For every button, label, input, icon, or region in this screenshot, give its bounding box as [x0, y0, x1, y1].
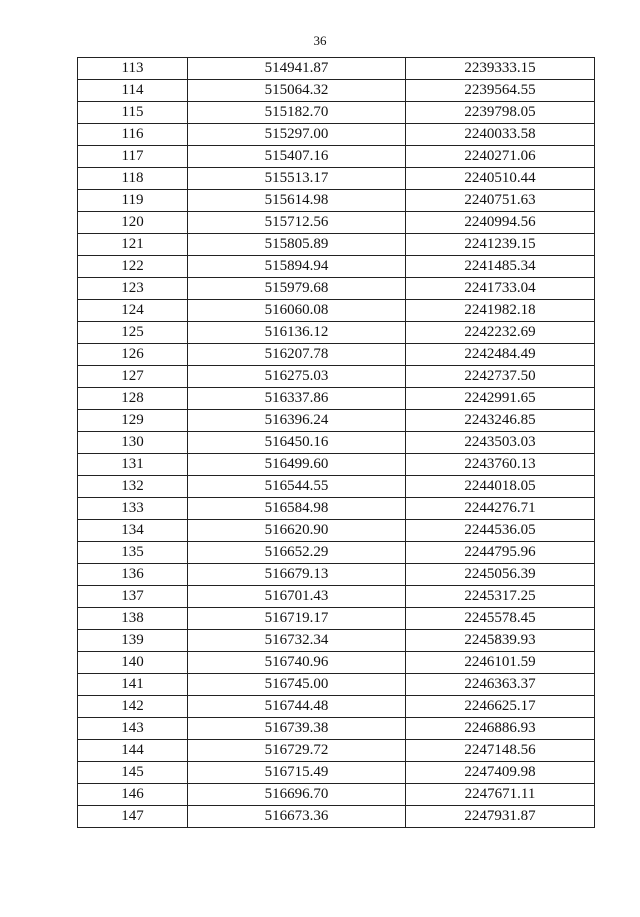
y-coordinate-cell: 2241733.04	[406, 278, 595, 300]
point-number-cell: 133	[78, 498, 188, 520]
table-row	[78, 806, 595, 828]
x-coordinate-cell: 516207.78	[188, 344, 406, 366]
y-coordinate-cell: 2245317.25	[406, 586, 595, 608]
y-coordinate-cell: 2243503.03	[406, 432, 595, 454]
point-number-cell: 113	[78, 58, 188, 80]
x-coordinate-cell: 516450.16	[188, 432, 406, 454]
table-row	[78, 696, 595, 718]
x-coordinate-cell: 516715.49	[188, 762, 406, 784]
x-coordinate-cell: 516499.60	[188, 454, 406, 476]
y-coordinate-cell: 2240271.06	[406, 146, 595, 168]
y-coordinate-cell: 2241239.15	[406, 234, 595, 256]
x-coordinate-cell: 515182.70	[188, 102, 406, 124]
point-number-cell: 125	[78, 322, 188, 344]
table-row	[78, 58, 595, 80]
y-coordinate-cell: 2240033.58	[406, 124, 595, 146]
table-row	[78, 674, 595, 696]
table-row	[78, 278, 595, 300]
x-coordinate-cell: 516701.43	[188, 586, 406, 608]
x-coordinate-cell: 516620.90	[188, 520, 406, 542]
x-coordinate-cell: 516275.03	[188, 366, 406, 388]
y-coordinate-cell: 2247148.56	[406, 740, 595, 762]
x-coordinate-cell: 516745.00	[188, 674, 406, 696]
x-coordinate-cell: 515064.32	[188, 80, 406, 102]
point-number-cell: 120	[78, 212, 188, 234]
x-coordinate-cell: 516744.48	[188, 696, 406, 718]
y-coordinate-cell: 2243760.13	[406, 454, 595, 476]
y-coordinate-cell: 2240751.63	[406, 190, 595, 212]
x-coordinate-cell: 516544.55	[188, 476, 406, 498]
table-row	[78, 652, 595, 674]
table-row	[78, 520, 595, 542]
x-coordinate-cell: 515894.94	[188, 256, 406, 278]
table-body	[78, 58, 595, 828]
x-coordinate-cell: 516696.70	[188, 784, 406, 806]
point-number-cell: 129	[78, 410, 188, 432]
table-row	[78, 146, 595, 168]
y-coordinate-cell: 2247409.98	[406, 762, 595, 784]
point-number-cell: 116	[78, 124, 188, 146]
point-number-cell: 127	[78, 366, 188, 388]
point-number-cell: 141	[78, 674, 188, 696]
table-row	[78, 212, 595, 234]
x-coordinate-cell: 515805.89	[188, 234, 406, 256]
x-coordinate-cell: 515513.17	[188, 168, 406, 190]
table-row	[78, 542, 595, 564]
point-number-cell: 138	[78, 608, 188, 630]
y-coordinate-cell: 2245839.93	[406, 630, 595, 652]
table-row	[78, 168, 595, 190]
point-number-cell: 135	[78, 542, 188, 564]
x-coordinate-cell: 516584.98	[188, 498, 406, 520]
table-row	[78, 762, 595, 784]
x-coordinate-cell: 515712.56	[188, 212, 406, 234]
y-coordinate-cell: 2242737.50	[406, 366, 595, 388]
table-row	[78, 344, 595, 366]
point-number-cell: 123	[78, 278, 188, 300]
point-number-cell: 118	[78, 168, 188, 190]
y-coordinate-cell: 2244536.05	[406, 520, 595, 542]
point-number-cell: 137	[78, 586, 188, 608]
x-coordinate-cell: 515297.00	[188, 124, 406, 146]
x-coordinate-cell: 515979.68	[188, 278, 406, 300]
table-row	[78, 256, 595, 278]
table-row	[78, 366, 595, 388]
x-coordinate-cell: 516673.36	[188, 806, 406, 828]
table-row	[78, 564, 595, 586]
y-coordinate-cell: 2243246.85	[406, 410, 595, 432]
x-coordinate-cell: 516652.29	[188, 542, 406, 564]
y-coordinate-cell: 2240994.56	[406, 212, 595, 234]
point-number-cell: 115	[78, 102, 188, 124]
point-number-cell: 145	[78, 762, 188, 784]
table-row	[78, 476, 595, 498]
x-coordinate-cell: 514941.87	[188, 58, 406, 80]
point-number-cell: 142	[78, 696, 188, 718]
y-coordinate-cell: 2239564.55	[406, 80, 595, 102]
y-coordinate-cell: 2244276.71	[406, 498, 595, 520]
y-coordinate-cell: 2247671.11	[406, 784, 595, 806]
y-coordinate-cell: 2241982.18	[406, 300, 595, 322]
table-row	[78, 718, 595, 740]
y-coordinate-cell: 2246101.59	[406, 652, 595, 674]
y-coordinate-cell: 2244795.96	[406, 542, 595, 564]
point-number-cell: 144	[78, 740, 188, 762]
x-coordinate-cell: 516060.08	[188, 300, 406, 322]
y-coordinate-cell: 2245056.39	[406, 564, 595, 586]
table-row	[78, 410, 595, 432]
x-coordinate-cell: 516729.72	[188, 740, 406, 762]
point-number-cell: 134	[78, 520, 188, 542]
table-row	[78, 784, 595, 806]
point-number-cell: 143	[78, 718, 188, 740]
x-coordinate-cell: 516732.34	[188, 630, 406, 652]
y-coordinate-cell: 2245578.45	[406, 608, 595, 630]
point-number-cell: 117	[78, 146, 188, 168]
y-coordinate-cell: 2242484.49	[406, 344, 595, 366]
y-coordinate-cell: 2246886.93	[406, 718, 595, 740]
table-row	[78, 630, 595, 652]
table-row	[78, 432, 595, 454]
y-coordinate-cell: 2240510.44	[406, 168, 595, 190]
y-coordinate-cell: 2241485.34	[406, 256, 595, 278]
point-number-cell: 128	[78, 388, 188, 410]
x-coordinate-cell: 516739.38	[188, 718, 406, 740]
point-number-cell: 140	[78, 652, 188, 674]
point-number-cell: 132	[78, 476, 188, 498]
point-number-cell: 121	[78, 234, 188, 256]
x-coordinate-cell: 516740.96	[188, 652, 406, 674]
x-coordinate-cell: 515407.16	[188, 146, 406, 168]
table-row	[78, 608, 595, 630]
y-coordinate-cell: 2242232.69	[406, 322, 595, 344]
table-row	[78, 124, 595, 146]
table-row	[78, 102, 595, 124]
table-row	[78, 190, 595, 212]
point-number-cell: 147	[78, 806, 188, 828]
point-number-cell: 146	[78, 784, 188, 806]
x-coordinate-cell: 516679.13	[188, 564, 406, 586]
y-coordinate-cell: 2246363.37	[406, 674, 595, 696]
page-number: 36	[313, 33, 327, 48]
point-number-cell: 139	[78, 630, 188, 652]
y-coordinate-cell: 2239798.05	[406, 102, 595, 124]
x-coordinate-cell: 516136.12	[188, 322, 406, 344]
y-coordinate-cell: 2246625.17	[406, 696, 595, 718]
x-coordinate-cell: 516337.86	[188, 388, 406, 410]
table-row	[78, 740, 595, 762]
table-row	[78, 80, 595, 102]
table-row	[78, 388, 595, 410]
point-number-cell: 119	[78, 190, 188, 212]
y-coordinate-cell: 2242991.65	[406, 388, 595, 410]
point-number-cell: 122	[78, 256, 188, 278]
point-number-cell: 126	[78, 344, 188, 366]
point-number-cell: 136	[78, 564, 188, 586]
point-number-cell: 130	[78, 432, 188, 454]
y-coordinate-cell: 2247931.87	[406, 806, 595, 828]
point-number-cell: 131	[78, 454, 188, 476]
table-row	[78, 234, 595, 256]
point-number-cell: 114	[78, 80, 188, 102]
table-row	[78, 498, 595, 520]
x-coordinate-cell: 516719.17	[188, 608, 406, 630]
point-number-cell: 124	[78, 300, 188, 322]
coordinate-table	[77, 57, 595, 828]
table-row	[78, 322, 595, 344]
x-coordinate-cell: 515614.98	[188, 190, 406, 212]
y-coordinate-cell: 2239333.15	[406, 58, 595, 80]
table-row	[78, 586, 595, 608]
y-coordinate-cell: 2244018.05	[406, 476, 595, 498]
table-row	[78, 300, 595, 322]
x-coordinate-cell: 516396.24	[188, 410, 406, 432]
table-row	[78, 454, 595, 476]
